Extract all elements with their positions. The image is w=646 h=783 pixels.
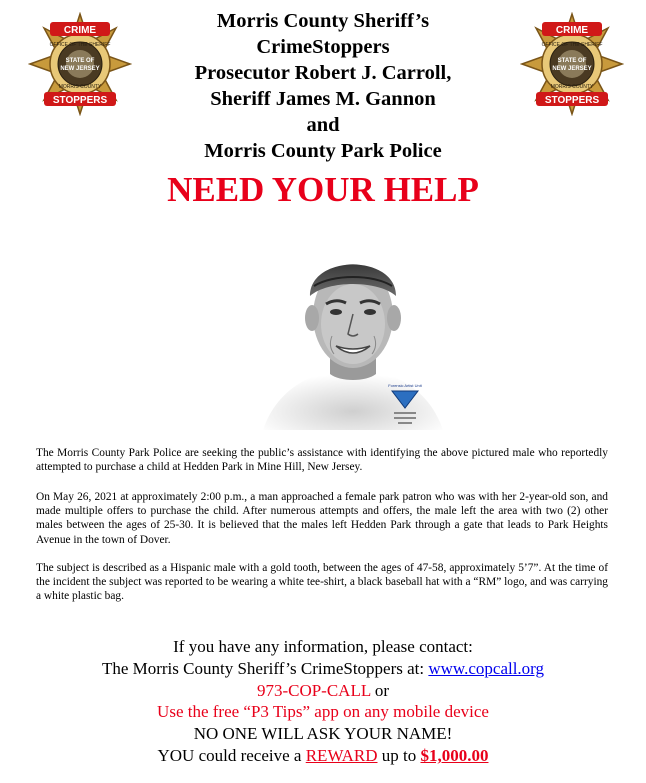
app-line: Use the free “P3 Tips” app on any mobile device bbox=[157, 702, 489, 722]
phone-suffix: or bbox=[370, 680, 390, 700]
reward-amount: $1,000.00 bbox=[420, 745, 489, 765]
crimestoppers-badge-right bbox=[520, 12, 624, 116]
svg-text:STATE OF: STATE OF bbox=[65, 58, 95, 64]
contact-line-2 bbox=[0, 658, 646, 680]
reward-prefix: YOU could receive a bbox=[157, 745, 306, 765]
header-line-6: Morris County Park Police bbox=[204, 140, 442, 162]
headline-need-your-help: NEED YOUR HELP bbox=[167, 170, 479, 209]
paragraph-description: The subject is described as a Hispanic male with a gold tooth, between the ages of 47-58, approximately 5’7”. At the time of the incident the subject was reported to be wearing a white tee-shirt, a black baseball hat with a “RM” logo, and was carrying a white plastic bag. bbox=[36, 562, 608, 603]
svg-text:MORRIS COUNTY: MORRIS COUNTY bbox=[58, 84, 102, 90]
contact-line-1: If you have any information, please contact: bbox=[173, 637, 473, 656]
svg-text:NEW JERSEY: NEW JERSEY bbox=[60, 66, 100, 72]
header-line-4: Sheriff James M. Gannon bbox=[210, 88, 436, 110]
svg-text:CRIME: CRIME bbox=[555, 25, 589, 36]
forensic-artist-stamp bbox=[382, 380, 428, 430]
anonymous-line: NO ONE WILL ASK YOUR NAME! bbox=[193, 724, 453, 744]
header-line-2: CrimeStoppers bbox=[256, 36, 390, 58]
svg-text:STATE OF: STATE OF bbox=[557, 58, 587, 64]
reward-line bbox=[0, 745, 646, 767]
svg-text:STOPPERS: STOPPERS bbox=[544, 95, 600, 106]
contact-block bbox=[0, 636, 646, 767]
reward-middle: up to bbox=[377, 745, 421, 765]
copcall-link[interactable]: www.copcall.org bbox=[428, 658, 545, 678]
svg-text:NEW JERSEY: NEW JERSEY bbox=[552, 66, 592, 72]
reward-word: REWARD bbox=[305, 745, 378, 765]
svg-text:MORRIS COUNTY: MORRIS COUNTY bbox=[550, 84, 594, 90]
svg-text:OFFICE OF THE SHERIFF: OFFICE OF THE SHERIFF bbox=[541, 42, 603, 48]
svg-text:OFFICE OF THE SHERIFF: OFFICE OF THE SHERIFF bbox=[49, 42, 111, 48]
phone-number: 973-COP-CALL bbox=[256, 680, 371, 700]
svg-text:CRIME: CRIME bbox=[63, 25, 97, 36]
paragraph-summary: The Morris County Park Police are seeking the public’s assistance with identifying the above pictured male who reportedly attempted to purchase a child at Hedden Park in Mine Hill, New Jersey. bbox=[36, 447, 608, 474]
crimestoppers-badge-left bbox=[28, 12, 132, 116]
header-line-3: Prosecutor Robert J. Carroll, bbox=[194, 62, 452, 84]
header-line-1: Morris County Sheriff’s bbox=[216, 10, 430, 32]
svg-text:Forensic Artist Unit: Forensic Artist Unit bbox=[388, 383, 422, 388]
contact-phone-line bbox=[0, 680, 646, 702]
paragraph-incident: On May 26, 2021 at approximately 2:00 p.m., a man approached a female park patron who was with her 2-year-old son, and made multiple offers to purchase the child. After numerous attempts and offers, the male left the area with two (2) other males between the ages of 25-30. It is believed that the males left Hedden Park through a gate that leads to Park Heights Avenue in the town of Dover. bbox=[36, 491, 608, 546]
header-line-5: and bbox=[306, 114, 340, 136]
header-agencies bbox=[120, 8, 526, 164]
contact-line-2-prefix: The Morris County Sheriff’s CrimeStoppers at: bbox=[101, 658, 429, 678]
svg-text:STOPPERS: STOPPERS bbox=[52, 95, 108, 106]
